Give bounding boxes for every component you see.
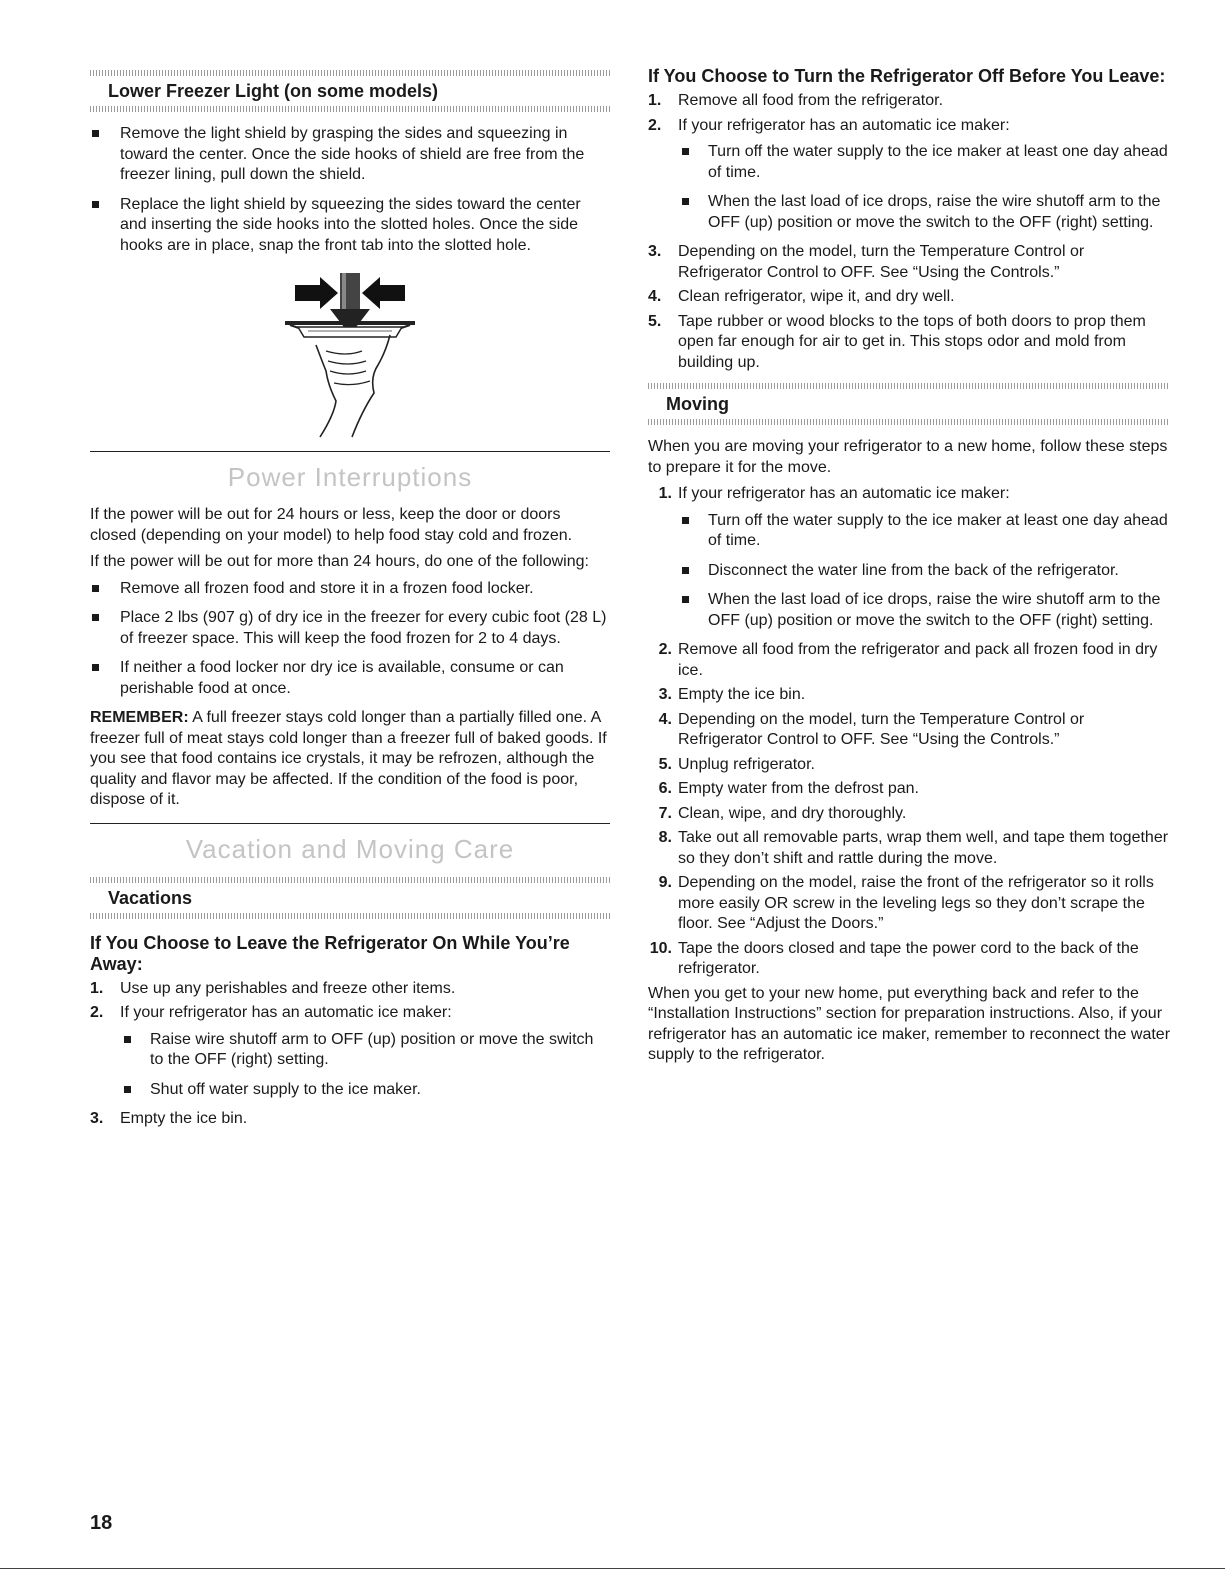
page-bottom-rule — [0, 1568, 1225, 1569]
bullet-square-icon — [124, 1036, 131, 1043]
moving-subheading-block — [648, 383, 1170, 425]
dotted-divider — [90, 877, 610, 883]
remember-text: A full freezer stays cold longer than a partially filled one. A freezer full of meat stays cold longer than a freezer full of baked goods. If you see that food contains ice crystals, it may be refrozen, although the quality and flavor may be affected. If the condition of the food is poor, dispose of it. — [90, 709, 607, 808]
list-item: 10. Tape the doors closed and tape the power cord to the back of the refrigerator. — [649, 939, 1139, 977]
list-item: 5. Unplug refrigerator. — [658, 755, 815, 773]
list-item: Place 2 lbs (907 g) of dry ice in the freezer for every cubic foot (28 L) of freezer space. This will keep the food frozen for 2 to 4 days. — [90, 608, 610, 649]
turn-off-steps — [648, 91, 1170, 373]
page-number: 18 — [90, 1512, 113, 1534]
list-item: Disconnect the water line from the back of the refrigerator. — [678, 561, 1170, 582]
bullet-square-icon — [92, 614, 99, 621]
moving-intro: When you are moving your refrigerator to a new home, follow these steps to prepare it for the move. — [648, 438, 1168, 476]
list-item: 1. Use up any perishables and freeze other items. — [90, 979, 456, 997]
bullet-square-icon — [92, 585, 99, 592]
moving-heading: Moving — [666, 394, 729, 414]
hand-squeezing-shield-icon — [90, 265, 610, 445]
ice-maker-bullets — [678, 511, 1170, 632]
dotted-divider — [90, 106, 610, 112]
list-item: 3. Depending on the model, turn the Temperature Control or Refrigerator Control to OFF. See “Using the Controls.” — [648, 243, 1085, 281]
list-item: 3. Empty the ice bin. — [658, 686, 806, 703]
vacation-moving-title: Vacation and Moving Care — [185, 833, 515, 864]
list-item: Remove all frozen food and store it in a frozen food locker. — [90, 579, 610, 600]
dotted-divider — [648, 383, 1170, 389]
list-item: When the last load of ice drops, raise the wire shutoff arm to the OFF (up) position or move the switch to the OFF (right) setting. — [678, 590, 1170, 631]
list-item: Replace the light shield by squeezing the sides toward the center and inserting the side hooks into the slotted holes. Once the side hooks are in place, snap the front tab into the slotted hole. — [90, 195, 610, 257]
list-item: Remove the light shield by grasping the sides and squeezing in toward the center. Once the side hooks of shield are free from the freezer lining, pull down the shield. — [90, 124, 610, 186]
list-item: 6. Empty water from the defrost pan. — [658, 780, 919, 797]
dotted-divider — [90, 70, 610, 76]
list-item: 2. Remove all food from the refrigerator and pack all frozen food in dry ice. — [658, 641, 1158, 679]
freezer-light-heading: Lower Freezer Light (on some models) — [108, 81, 439, 101]
ice-maker-bullets — [120, 1030, 610, 1101]
bullet-square-icon — [92, 664, 99, 671]
list-item: 1. If your refrigerator has an automatic ice maker: Turn off the water supply to the ice maker at least one day ahead of time. Disconnect the water line from the back of the refrigerator. When the last load of ice drops, raise the wire shutoff arm to the OFF (up) position or move the switch to the OFF (right) setting. — [648, 484, 1170, 631]
list-item: 4. Depending on the model, turn the Temperature Control or Refrigerator Control to OFF. See “Using the Controls.” — [658, 710, 1085, 748]
list-item: Raise wire shutoff arm to OFF (up) position or move the switch to the OFF (right) setting. — [120, 1030, 610, 1071]
list-item: 7. Clean, wipe, and dry thoroughly. — [658, 804, 907, 822]
power-paragraph-1: If the power will be out for 24 hours or less, keep the door or doors closed (depending on your model) to help food stay cold and frozen. — [90, 506, 573, 544]
moving-steps — [648, 484, 1170, 980]
light-shield-illustration — [90, 265, 610, 445]
list-item: If neither a food locker nor dry ice is available, consume or can perishable food at once. — [90, 658, 610, 699]
power-paragraph-2: If the power will be out for more than 24 hours, do one of the following: — [90, 553, 589, 570]
right-column — [648, 66, 1170, 1072]
list-item: 2. If your refrigerator has an automatic ice maker: Turn off the water supply to the ice maker at least one day ahead of time. When the last load of ice drops, raise the wire shutoff arm to the OFF (up) position or move the switch to the OFF (right) setting. — [648, 116, 1170, 234]
ice-maker-bullets — [678, 142, 1170, 233]
leave-on-heading: If You Choose to Leave the Refrigerator On While You’re Away: — [90, 932, 570, 974]
freezer-light-bullets — [90, 124, 610, 256]
dotted-divider — [90, 913, 610, 919]
remember-paragraph — [90, 708, 610, 811]
freezer-light-subheading-block — [90, 70, 610, 112]
list-item: 9. Depending on the model, raise the front of the refrigerator so it rolls more easily OR screw in the leveling legs so they don’t scrape the floor. See “Adjust the Doors.” — [658, 874, 1154, 932]
bullet-square-icon — [682, 567, 689, 574]
bullet-square-icon — [124, 1086, 131, 1093]
turn-off-heading: If You Choose to Turn the Refrigerator Off Before You Leave: — [648, 66, 1166, 86]
bullet-square-icon — [682, 198, 689, 205]
list-item: 8. Take out all removable parts, wrap them well, and tape them together so they don’t shift and rattle during the move. — [658, 829, 1169, 867]
bullet-square-icon — [682, 148, 689, 155]
list-item: Turn off the water supply to the ice maker at least one day ahead of time. — [678, 142, 1170, 183]
dotted-divider — [648, 419, 1170, 425]
section-rule — [90, 451, 610, 452]
left-column — [90, 60, 610, 1134]
list-item: 2. If your refrigerator has an automatic ice maker: Raise wire shutoff arm to OFF (up) position or move the switch to the OFF (right) setting. Shut off water supply to the ice maker. — [90, 1003, 610, 1100]
list-item: 1. Remove all food from the refrigerator. — [648, 92, 944, 109]
list-item: Turn off the water supply to the ice maker at least one day ahead of time. — [678, 511, 1170, 552]
list-item: 5. Tape rubber or wood blocks to the tops of both doors to prop them open far enough for air to get in. This stops odor and mold from building up. — [648, 312, 1146, 371]
section-rule — [90, 823, 610, 824]
bullet-square-icon — [682, 596, 689, 603]
bullet-square-icon — [92, 130, 99, 137]
bullet-square-icon — [92, 201, 99, 208]
bullet-square-icon — [682, 517, 689, 524]
list-item: When the last load of ice drops, raise the wire shutoff arm to the OFF (up) position or move the switch to the OFF (right) setting. — [678, 192, 1170, 233]
remember-label: REMEMBER: — [90, 709, 189, 726]
list-item: 4. Clean refrigerator, wipe it, and dry well. — [648, 288, 955, 305]
vacations-subheading-block — [90, 877, 610, 919]
list-item: 3. Empty the ice bin. — [90, 1110, 248, 1127]
power-interruptions-title: Power Interruptions — [227, 462, 473, 492]
vacations-heading: Vacations — [108, 887, 193, 908]
moving-closing: When you get to your new home, put everything back and refer to the “Installation Instructions” section for preparation instructions. Also, if your refrigerator has an automatic ice maker, remember to reconnect the water supply to the refrigerator. — [648, 984, 1171, 1063]
leave-on-steps — [90, 979, 610, 1130]
list-item: Shut off water supply to the ice maker. — [120, 1080, 610, 1101]
power-bullets — [90, 579, 610, 700]
